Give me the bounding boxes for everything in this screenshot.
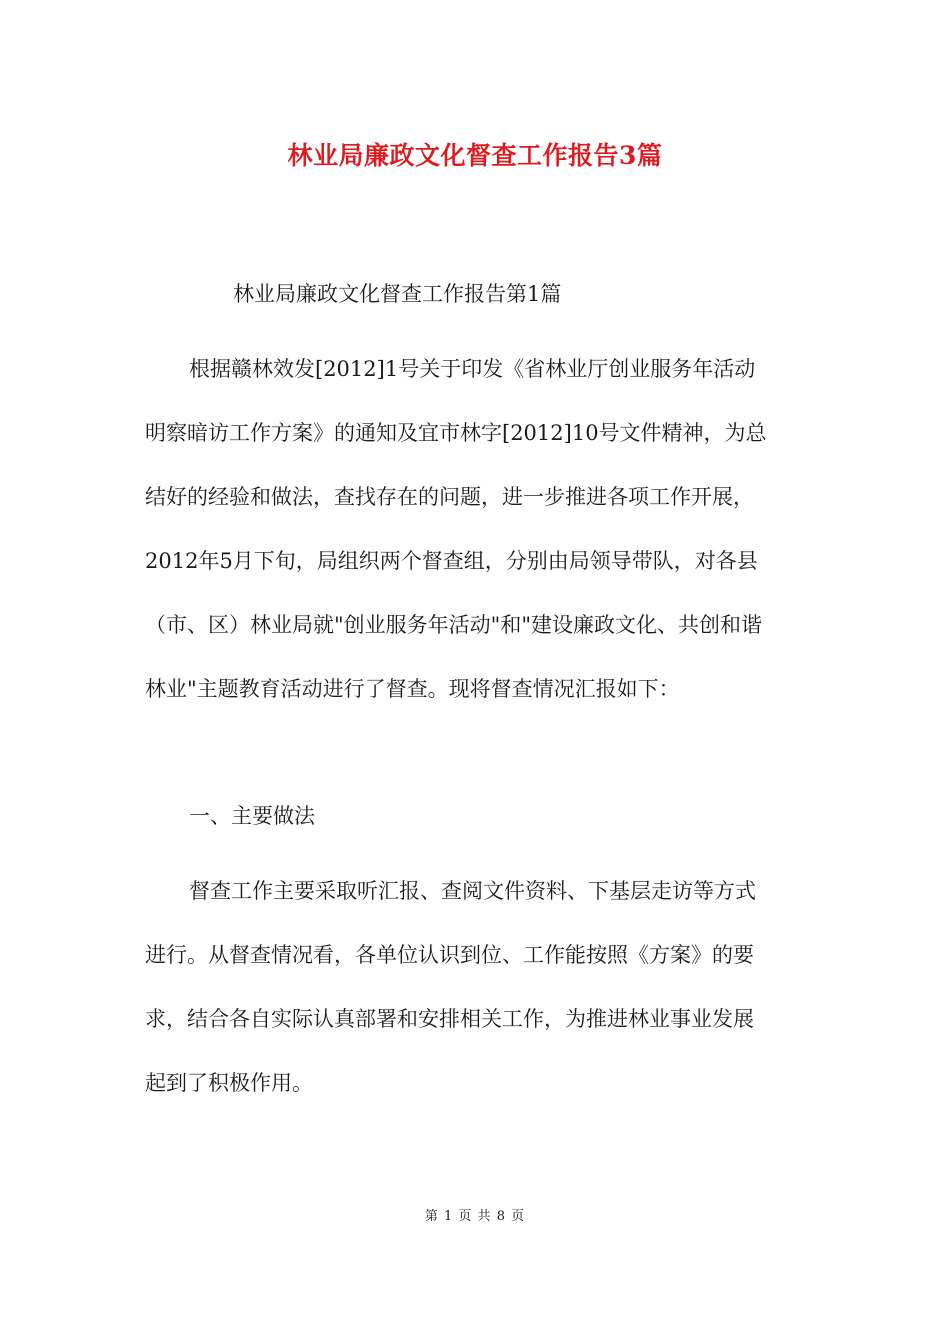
report-subtitle: 林业局廉政文化督查工作报告第1篇 — [233, 282, 562, 306]
subtitle-block — [145, 262, 810, 326]
paragraph-2 — [145, 859, 810, 1115]
paragraph-line: 明察暗访工作方案》的通知及宜市林字[2012]10号文件精神，为总 — [145, 421, 767, 445]
paragraph-1 — [145, 337, 810, 721]
paragraph-line: 结好的经验和做法，查找存在的问题，进一步推进各项工作开展， — [145, 485, 754, 509]
paragraph-line: 起到了积极作用。 — [145, 1071, 313, 1095]
paragraph-line: （市、区）林业局就"创业服务年活动"和"建设廉政文化、共创和谐 — [145, 613, 762, 637]
paragraph-line: 进行。从督查情况看，各单位认识到位、工作能按照《方案》的要 — [145, 943, 754, 967]
paragraph-line: 2012年5月下旬，局组织两个督查组，分别由局领导带队，对各县 — [145, 549, 758, 573]
section-heading: 一、主要做法 — [189, 804, 315, 828]
paragraph-line: 督查工作主要采取听汇报、查阅文件资料、下基层走访等方式 — [189, 879, 756, 903]
page-number-footer: 第 1 页 共 8 页 — [424, 1209, 526, 1224]
section-heading-block — [145, 784, 810, 848]
paragraph-line: 根据赣林效发[2012]1号关于印发《省林业厅创业服务年活动 — [189, 357, 756, 381]
paragraph-line: 求，结合各自实际认真部署和安排相关工作，为推进林业事业发展 — [145, 1007, 754, 1031]
paragraph-line: 林业"主题教育活动进行了督查。现将督查情况汇报如下： — [145, 677, 680, 701]
document-title: 林业局廉政文化督查工作报告3篇 — [287, 141, 663, 170]
